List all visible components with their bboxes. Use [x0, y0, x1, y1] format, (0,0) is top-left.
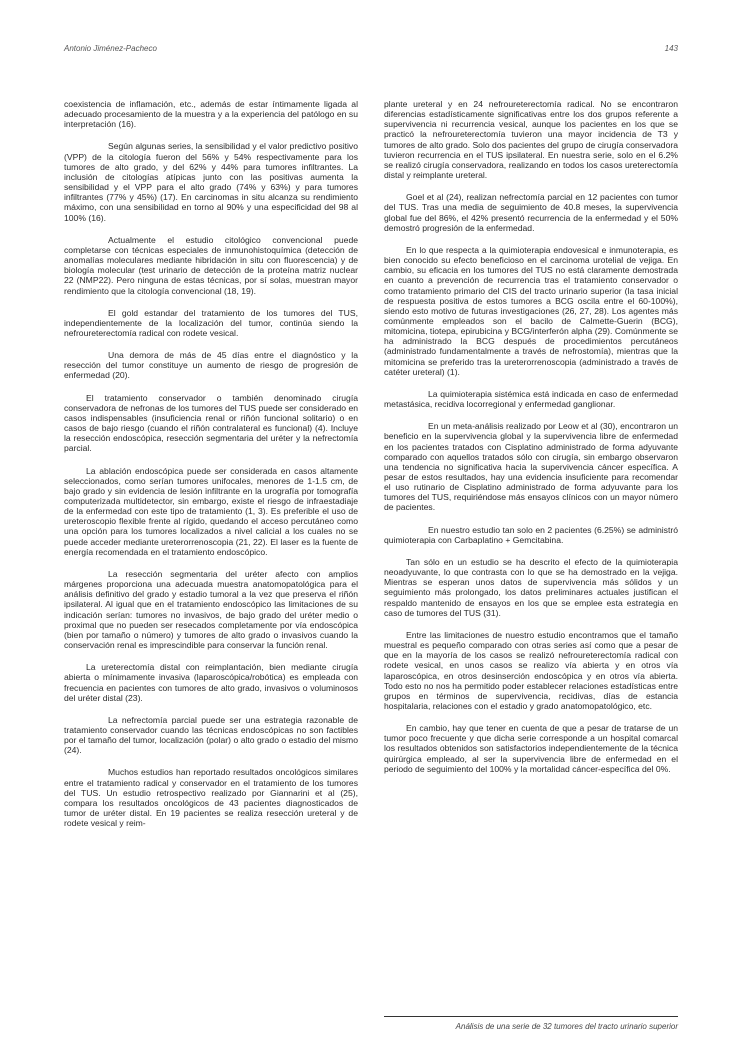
left-column: [64, 99, 358, 840]
paragraph: El gold estandar del tratamiento de los tumores del TUS, independientemente de la localización del tumor, continúa siendo la nefroureterectomía radical con rodete vesical.: [64, 307, 358, 338]
paragraph: La ureterectomía distal con reimplantación, bien mediante cirugía abierta o mínimamente invasiva (laparoscópica/robótica) es empleada con frecuencia en pacientes con tumores de alto grado, invasivos o voluminosos del uréter distal (23).: [64, 662, 358, 703]
page-number: 143: [664, 44, 678, 53]
paragraph: En cambio, hay que tener en cuenta de que a pesar de tratarse de un tumor poco frecuente y que dicha serie corresponde a un hospital comarcal los resultados obtenidos son satisfactorios independientemente de la técnica quirúrgica empleado, al ser la supervivencia libre de enfermedad en el periodo de seguimiento del 100% y la mortalidad cáncer-específica del 0%.: [384, 723, 678, 774]
paragraph: En un meta-análisis realizado por Leow et al (30), encontraron un beneficio en la supervivencia global y la supervivencia libre de enfermedad en los pacientes tratados con Cisplatino administrado de forma adyuvante comparado con aquellos tratados sólo con cirugía, sin embargo observaron una tendencia no significativa hacia la supervivencia cáncer específica. A pesar de estos resultados, hay una evidencia insuficiente para recomendar el uso rutinario de Cisplatino administrado de forma adyuvante para los tumores del TUS, requiriéndose más ensayos clínicos con un mayor número de pacientes.: [384, 421, 678, 513]
paragraph: En nuestro estudio tan solo en 2 pacientes (6.25%) se administró quimioterapia con Carbaplatino + Gemcitabina.: [384, 524, 678, 545]
paragraph: El tratamiento conservador o también denominado cirugía conservadora de nefronas de los tumores del TUS puede ser considerado en casos indispensables (insuficiencia renal or riñón funcional solitario) o en casos de bajo riesgo (cuando el riñón contralateral es funcional) (4). Incluye la resección endoscópica, resección segmentaria del uréter y la nefrectomía parcial.: [64, 392, 358, 454]
running-footer-title: Análisis de una serie de 32 tumores del tracto urinario superior: [455, 1022, 678, 1031]
footer-divider: [384, 1016, 678, 1017]
paragraph: La nefrectomía parcial puede ser una estrategia razonable de tratamiento conservador cuando las técnicas endoscópicas no son factibles por el tamaño del tumor, localización (polar) o alto grado o estadio del mismo (24).: [64, 714, 358, 756]
paragraph: coexistencia de inflamación, etc., además de estar íntimamente ligada al adecuado procesamiento de la muestra y a la experiencia del patólogo en su interpretación (16).: [64, 99, 358, 130]
paragraph: Muchos estudios han reportado resultados oncológicos similares entre el tratamiento radical y conservador en el tratamiento de los tumores del TUS. Un estudio retrospectivo realizado por Giannarini et al (25), compara los resultados oncológicos de 43 pacientes diagnosticados de tumor de uréter distal. En 19 pacientes se realiza resección ureteral y de rodete vesical y reim-: [64, 767, 358, 829]
running-header-author: Antonio Jiménez-Pacheco: [64, 44, 157, 53]
paragraph: Entre las limitaciones de nuestro estudio encontramos que el tamaño muestral es pequeño comparado con otras series así como que a pesar de que en la mayoría de los casos se realizó nefroureterectomía radical con rodete vesical, en unos casos se realizo vía abierta y en otros vía laparoscópica, en otros desinserción endoscópica y en otros vía abierta. Todo esto no nos ha permitido poder establecer relaciones estadísticas entre grupos en términos de supervivencia, recidivas, días de estancia hospitalaria, relaciones con el estadio y grado anatomopatológico, etc.: [384, 629, 678, 711]
paragraph: Goel et al (24), realizan nefrectomía parcial en 12 pacientes con tumor del TUS. Tras una media de seguimiento de 40.8 meses, la supervivencia global fue del 86%, el 42% presentó recurrencia de la enfermedad y el 50% demostró progresión de la enfermedad.: [384, 192, 678, 233]
paragraph: La ablación endoscópica puede ser considerada en casos altamente seleccionados, como serían tumores unifocales, menores de 1-1.5 cm, de bajo grado y sin evidencia de lesión infiltrante en la urografía por tomografía computerizada multidetector, sin embargo, existe el riesgo de infraestadiaje de la enfermedad con este tipo de tratamiento (1, 3). Es preferible el uso de ureteroscopio flexible frente al rígido, quedando el acceso percutáneo como una opción para los tumores localizados a nivel calicial a los cuales no se puede acceder mediante ureterorrenoscopia (21, 22). El laser es la fuente de energía recomendada en el tratamiento endoscópico.: [64, 465, 358, 557]
paragraph: plante ureteral y en 24 nefroureterectomía radical. No se encontraron diferencias estadísticamente significativas entre los dos grupos referente a supervivencia ni recurrencia vesical, aunque los pacientes en los que se practicó la nefroureterectomía tuvieron una mayor incidencia de T3 y tumores de alto grado. Solo dos pacientes del grupo de cirugía conservadora tuvieron recurrencia en el TUS ipsilateral. En nuestra serie, solo en el 6.2% se realizó cirugía conservadora, realizando en todos los casos ureterectomía distal y reimplante ureteral.: [384, 99, 678, 181]
paragraph: Actualmente el estudio citológico convencional puede completarse con técnicas especiales de inmunohistoquímica (detección de anomalías moleculares mediante hibridación in situ con fluorescencia) y de biología molecular (test urinario de detección de la proteína matriz nuclear 22 (NMP22). Pero ninguna de estas técnicas, por sí solas, muestran mayor rendimiento que la citología convencional (18, 19).: [64, 234, 358, 296]
paragraph: En lo que respecta a la quimioterapia endovesical e inmunoterapia, es bien conocido su efecto beneficioso en el carcinoma urotelial de vejiga. En cambio, su eficacia en los tumores del TUS no está claramente demostrada en cuanto a prevención de recurrencia tras el tratamiento conservador o como tratamiento primario del CIS del tracto urinario superior (la tasa inicial de respuesta positiva de estos tumores a BCG oscila entre el 60-100%), siendo esto motivo de futuras investigaciones (26, 27, 28). Los agentes más comúnmente empleados son el bacilo de Calmette-Guerin (BCG), mitomicina, tiotepa, epirubicina y BCG/interferón alpha (29). Comúnmente se ha administrado la BCG después de procedimientos percutáneos (administrado fundamentalmente a través de nefrostomía), mientras que la mitomicina se preferido tras la ureterorrenoscopia (administrado a través de catéter ureteral) (1).: [384, 244, 678, 377]
paragraph: La quimioterapia sistémica está indicada en caso de enfermedad metastásica, recidiva locorregional y enfermedad ganglionar.: [384, 388, 678, 410]
paragraph: Una demora de más de 45 días entre el diagnóstico y la resección del tumor constituye un aumento de riesgo de progresión de enfermedad (20).: [64, 350, 358, 381]
paragraph: Según algunas series, la sensibilidad y el valor predictivo positivo (VPP) de la citología fueron del 56% y 54% respectivamente para los tumores de alto grado, y del 62% y 44% para tumores infiltrantes. La inclusión de citologías atípicas junto con las positivas aumenta la sensibilidad y el VPP para el alto grado (74% y 63%) y para tumores infiltrantes (77% y 45%) (17). En carcinomas in situ alcanza su rendimiento máximo, con una sensibilidad en torno al 90% y una especificidad del 98 al 100% (16).: [64, 141, 358, 223]
paragraph: La resección segmentaria del uréter afecto con amplios márgenes proporciona una adecuada muestra anatomopatológica para el análisis definitivo del grado y estadio tumoral a la vez que preserva el riñón ipsilateral. Al igual que en el tratamiento endoscópico las limitaciones de su indicación serían: tumores no invasivos, de bajo grado del uréter medio o proximal que no pueden ser resecados completamente por vía endoscópica (bien por tamaño o número) y tumores de alto grado o invasivos cuando la conservación renal es imprescindible para conservar la función renal.: [64, 568, 358, 651]
right-column: [384, 99, 678, 786]
paragraph: Tan sólo en un estudio se ha descrito el efecto de la quimioterapia neoadyuvante, lo que contrasta con lo que se ha demostrado en la vejiga. Mientras se esperan unos datos de supervivencia más sólidos y un seguimiento más prolongado, los datos preliminares actuales justifican el respaldo mantenido de ensayos en los que se emplee esta estrategia en caso de tumores del TUS (31).: [384, 556, 678, 618]
